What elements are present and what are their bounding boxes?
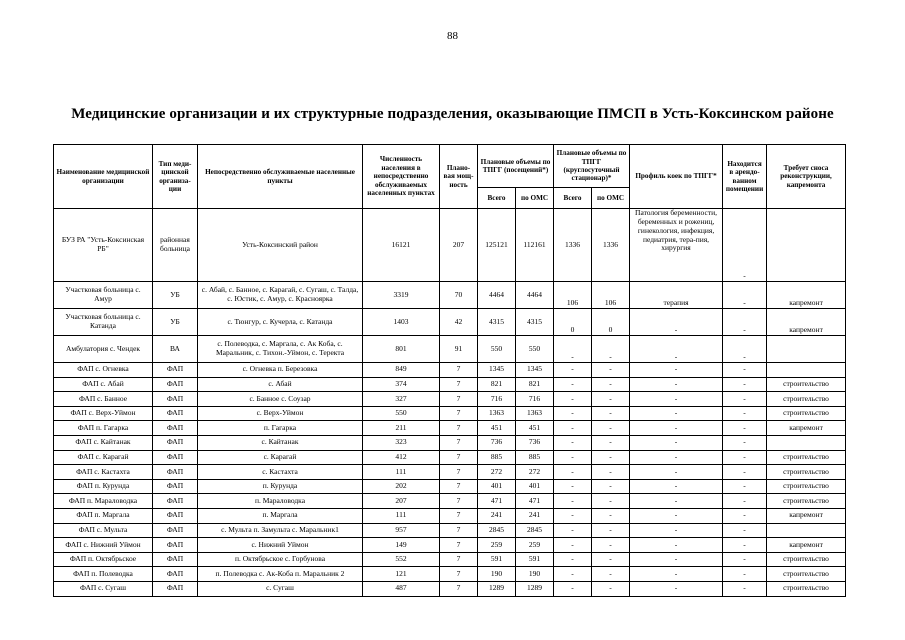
cell-name: ФАП с. Банное <box>54 392 153 407</box>
cell-rented: - <box>723 421 767 436</box>
cell-type: ФАП <box>153 567 198 582</box>
cell-rented: - <box>723 406 767 421</box>
cell-type: ФАП <box>153 538 198 553</box>
cell-repair: капремонт <box>767 538 846 553</box>
cell-visits-oms: 401 <box>516 479 554 494</box>
cell-population: 149 <box>363 538 440 553</box>
cell-capacity: 7 <box>440 392 478 407</box>
table-row <box>54 450 846 465</box>
cell-capacity: 7 <box>440 538 478 553</box>
medical-organizations-table <box>53 144 846 597</box>
cell-visits-oms: 451 <box>516 421 554 436</box>
cell-hosp-oms: - <box>592 508 630 523</box>
cell-name: ФАП п. Курунда <box>54 479 153 494</box>
cell-visits-oms: 1345 <box>516 363 554 378</box>
document-title: Медицинские организации и их структурные подразделения, оказывающие ПМСП в Усть-Коксинском районе <box>71 106 834 122</box>
cell-profile: - <box>630 363 723 378</box>
header-hospital: Плановые объемы по ТПГГ (круглосуточный стационар)* <box>554 145 630 188</box>
cell-hosp-oms: - <box>592 479 630 494</box>
cell-rented: - <box>723 377 767 392</box>
cell-capacity: 7 <box>440 479 478 494</box>
cell-population: 211 <box>363 421 440 436</box>
table-row <box>54 282 846 309</box>
cell-visits-oms: 1289 <box>516 581 554 596</box>
cell-settlements: с. Мульта п. Замульта с. Маральник1 <box>198 523 363 538</box>
cell-settlements: п. Мараловодка <box>198 494 363 509</box>
table-row <box>54 538 846 553</box>
cell-rented: - <box>723 435 767 450</box>
cell-capacity: 7 <box>440 450 478 465</box>
cell-rented: - <box>723 450 767 465</box>
cell-visits-oms: 241 <box>516 508 554 523</box>
cell-settlements: с. Огневка п. Березовка <box>198 363 363 378</box>
cell-name: ФАП с. Кастахта <box>54 465 153 480</box>
cell-population: 323 <box>363 435 440 450</box>
cell-hosp-oms: - <box>592 406 630 421</box>
cell-repair: строительство <box>767 581 846 596</box>
cell-repair: строительство <box>767 377 846 392</box>
cell-hosp-oms: - <box>592 552 630 567</box>
cell-settlements: Усть-Коксинский район <box>198 209 363 282</box>
table-row <box>54 363 846 378</box>
cell-name: ФАП с. Огневка <box>54 363 153 378</box>
cell-capacity: 7 <box>440 552 478 567</box>
cell-visits-total: 1289 <box>478 581 516 596</box>
table-row <box>54 479 846 494</box>
cell-population: 374 <box>363 377 440 392</box>
cell-rented: - <box>723 494 767 509</box>
cell-repair: строительство <box>767 479 846 494</box>
cell-rented: - <box>723 479 767 494</box>
cell-settlements: с. Абай, с. Банное, с. Карагай, с. Сугаш, с. Талда, с. Юстик, с. Амур, с. Красноярка <box>198 282 363 309</box>
cell-capacity: 7 <box>440 523 478 538</box>
cell-hosp-oms: - <box>592 392 630 407</box>
cell-name: Участковая больница с. Амур <box>54 282 153 309</box>
cell-hosp-oms: 1336 <box>592 209 630 282</box>
cell-rented: - <box>723 552 767 567</box>
cell-hosp-total: - <box>554 377 592 392</box>
cell-rented: - <box>723 282 767 309</box>
cell-hosp-oms: - <box>592 377 630 392</box>
cell-hosp-oms: - <box>592 465 630 480</box>
cell-capacity: 70 <box>440 282 478 309</box>
cell-visits-total: 885 <box>478 450 516 465</box>
cell-hosp-oms: 0 <box>592 309 630 336</box>
cell-population: 849 <box>363 363 440 378</box>
header-hospital-total: Всего <box>554 188 592 209</box>
cell-visits-oms: 716 <box>516 392 554 407</box>
cell-hosp-oms: - <box>592 450 630 465</box>
cell-type: УБ <box>153 282 198 309</box>
cell-visits-total: 2845 <box>478 523 516 538</box>
cell-hosp-oms: - <box>592 567 630 582</box>
cell-type: ФАП <box>153 392 198 407</box>
cell-type: районная больница <box>153 209 198 282</box>
cell-profile: - <box>630 336 723 363</box>
cell-population: 121 <box>363 567 440 582</box>
table-row <box>54 465 846 480</box>
cell-hosp-total: - <box>554 450 592 465</box>
cell-type: ФАП <box>153 523 198 538</box>
cell-visits-total: 1363 <box>478 406 516 421</box>
cell-type: ФАП <box>153 435 198 450</box>
cell-visits-oms: 736 <box>516 435 554 450</box>
cell-capacity: 7 <box>440 363 478 378</box>
cell-name: ФАП с. Сугаш <box>54 581 153 596</box>
cell-visits-oms: 885 <box>516 450 554 465</box>
cell-name: ФАП с. Кайтанак <box>54 435 153 450</box>
cell-population: 207 <box>363 494 440 509</box>
cell-visits-oms: 272 <box>516 465 554 480</box>
cell-settlements: п. Курунда <box>198 479 363 494</box>
cell-name: Амбулатория с. Чендек <box>54 336 153 363</box>
cell-rented: - <box>723 465 767 480</box>
header-hospital-oms: по ОМС <box>592 188 630 209</box>
cell-visits-oms: 4315 <box>516 309 554 336</box>
cell-profile: - <box>630 567 723 582</box>
header-settlements: Непосредственно обслуживаемые населенные пункты <box>198 145 363 209</box>
cell-repair: строительство <box>767 450 846 465</box>
cell-rented: - <box>723 392 767 407</box>
cell-repair <box>767 523 846 538</box>
cell-repair: капремонт <box>767 421 846 436</box>
cell-hosp-total: - <box>554 406 592 421</box>
cell-hosp-total: 1336 <box>554 209 592 282</box>
cell-visits-total: 736 <box>478 435 516 450</box>
cell-name: ФАП п. Маргала <box>54 508 153 523</box>
cell-rented: - <box>723 567 767 582</box>
cell-population: 202 <box>363 479 440 494</box>
cell-visits-total: 821 <box>478 377 516 392</box>
header-profile: Профиль коек по ТПГГ* <box>630 145 723 209</box>
cell-profile: - <box>630 581 723 596</box>
cell-profile: - <box>630 465 723 480</box>
cell-population: 3319 <box>363 282 440 309</box>
cell-visits-oms: 591 <box>516 552 554 567</box>
table-body <box>54 209 846 597</box>
cell-rented: - <box>723 363 767 378</box>
cell-type: ФАП <box>153 479 198 494</box>
cell-repair: строительство <box>767 392 846 407</box>
cell-population: 487 <box>363 581 440 596</box>
cell-repair: строительство <box>767 567 846 582</box>
cell-hosp-total: - <box>554 479 592 494</box>
cell-hosp-oms: 106 <box>592 282 630 309</box>
cell-capacity: 7 <box>440 421 478 436</box>
cell-hosp-total: 0 <box>554 309 592 336</box>
cell-settlements: с. Верх-Уймон <box>198 406 363 421</box>
table-row <box>54 406 846 421</box>
header-capacity: Плано-вая мощ-ность <box>440 145 478 209</box>
cell-hosp-total: - <box>554 421 592 436</box>
cell-profile: - <box>630 508 723 523</box>
cell-visits-oms: 821 <box>516 377 554 392</box>
cell-visits-total: 190 <box>478 567 516 582</box>
cell-hosp-total: 106 <box>554 282 592 309</box>
table-row <box>54 494 846 509</box>
table-row <box>54 567 846 582</box>
cell-profile: - <box>630 450 723 465</box>
cell-repair: капремонт <box>767 309 846 336</box>
cell-settlements: с. Абай <box>198 377 363 392</box>
cell-rented: - <box>723 538 767 553</box>
cell-type: ФАП <box>153 508 198 523</box>
cell-name: ФАП с. Верх-Уймон <box>54 406 153 421</box>
header-type: Тип меди-цинской организа-ции <box>153 145 198 209</box>
cell-population: 16121 <box>363 209 440 282</box>
cell-type: ФАП <box>153 421 198 436</box>
cell-capacity: 7 <box>440 567 478 582</box>
cell-visits-total: 451 <box>478 421 516 436</box>
cell-visits-total: 125121 <box>478 209 516 282</box>
cell-population: 957 <box>363 523 440 538</box>
cell-profile: - <box>630 523 723 538</box>
cell-hosp-total: - <box>554 567 592 582</box>
cell-population: 552 <box>363 552 440 567</box>
cell-visits-oms: 259 <box>516 538 554 553</box>
cell-repair: строительство <box>767 406 846 421</box>
cell-profile: - <box>630 479 723 494</box>
cell-type: ФАП <box>153 363 198 378</box>
cell-repair: строительство <box>767 494 846 509</box>
cell-type: ФАП <box>153 406 198 421</box>
cell-visits-oms: 550 <box>516 336 554 363</box>
cell-type: ФАП <box>153 377 198 392</box>
header-visits-total: Всего <box>478 188 516 209</box>
cell-repair <box>767 336 846 363</box>
cell-settlements: п. Октябрьское с. Горбунова <box>198 552 363 567</box>
cell-settlements: с. Банное с. Соузар <box>198 392 363 407</box>
cell-population: 327 <box>363 392 440 407</box>
cell-repair: строительство <box>767 465 846 480</box>
header-population: Численность населения в непосредственно обслуживаемых населенных пунктах <box>363 145 440 209</box>
cell-settlements: с. Кайтанак <box>198 435 363 450</box>
cell-population: 111 <box>363 508 440 523</box>
cell-type: ФАП <box>153 465 198 480</box>
cell-hosp-oms: - <box>592 421 630 436</box>
cell-profile: - <box>630 309 723 336</box>
header-repair: Требует сноса реконструкции, капремонта <box>767 145 846 209</box>
cell-settlements: с. Сугаш <box>198 581 363 596</box>
cell-capacity: 7 <box>440 494 478 509</box>
header-visits-oms: по ОМС <box>516 188 554 209</box>
cell-profile: терапия <box>630 282 723 309</box>
cell-type: УБ <box>153 309 198 336</box>
cell-visits-oms: 190 <box>516 567 554 582</box>
cell-hosp-oms: - <box>592 581 630 596</box>
cell-profile: - <box>630 552 723 567</box>
table-row <box>54 581 846 596</box>
cell-name: ФАП с. Абай <box>54 377 153 392</box>
cell-population: 412 <box>363 450 440 465</box>
cell-visits-oms: 1363 <box>516 406 554 421</box>
cell-visits-oms: 112161 <box>516 209 554 282</box>
header-rented: Находится в арендо-ванном помещении <box>723 145 767 209</box>
cell-settlements: с. Кастахта <box>198 465 363 480</box>
cell-capacity: 7 <box>440 581 478 596</box>
cell-hosp-total: - <box>554 508 592 523</box>
cell-settlements: п. Маргала <box>198 508 363 523</box>
cell-settlements: с. Тюнгур, с. Кучерла, с. Катанда <box>198 309 363 336</box>
cell-settlements: п. Гагарка <box>198 421 363 436</box>
cell-capacity: 7 <box>440 406 478 421</box>
cell-rented: - <box>723 581 767 596</box>
cell-population: 111 <box>363 465 440 480</box>
cell-population: 801 <box>363 336 440 363</box>
cell-capacity: 91 <box>440 336 478 363</box>
cell-capacity: 207 <box>440 209 478 282</box>
cell-visits-oms: 2845 <box>516 523 554 538</box>
cell-repair <box>767 209 846 282</box>
cell-visits-total: 259 <box>478 538 516 553</box>
table-row <box>54 392 846 407</box>
header-name: Наименование медицинской организации <box>54 145 153 209</box>
page-number: 88 <box>447 30 458 42</box>
cell-name: ФАП с. Нижний Уймон <box>54 538 153 553</box>
cell-hosp-total: - <box>554 465 592 480</box>
cell-profile: - <box>630 377 723 392</box>
cell-repair: капремонт <box>767 508 846 523</box>
cell-hosp-oms: - <box>592 336 630 363</box>
header-visits: Плановые объемы по ТПГГ (посещений*) <box>478 145 554 188</box>
cell-hosp-total: - <box>554 363 592 378</box>
cell-population: 1403 <box>363 309 440 336</box>
cell-visits-total: 4315 <box>478 309 516 336</box>
table-row <box>54 336 846 363</box>
cell-visits-total: 1345 <box>478 363 516 378</box>
cell-hosp-total: - <box>554 435 592 450</box>
cell-hosp-total: - <box>554 494 592 509</box>
cell-visits-total: 4464 <box>478 282 516 309</box>
table-row <box>54 552 846 567</box>
cell-visits-total: 550 <box>478 336 516 363</box>
cell-hosp-total: - <box>554 538 592 553</box>
table-row <box>54 209 846 282</box>
table-row <box>54 523 846 538</box>
cell-visits-oms: 4464 <box>516 282 554 309</box>
cell-profile: - <box>630 421 723 436</box>
cell-type: ФАП <box>153 552 198 567</box>
cell-visits-oms: 471 <box>516 494 554 509</box>
cell-hosp-total: - <box>554 523 592 538</box>
cell-visits-total: 272 <box>478 465 516 480</box>
cell-type: ФАП <box>153 494 198 509</box>
cell-hosp-oms: - <box>592 494 630 509</box>
cell-visits-total: 716 <box>478 392 516 407</box>
cell-name: ФАП с. Карагай <box>54 450 153 465</box>
cell-profile: - <box>630 538 723 553</box>
cell-hosp-oms: - <box>592 523 630 538</box>
cell-hosp-oms: - <box>592 538 630 553</box>
cell-name: ФАП п. Мараловодка <box>54 494 153 509</box>
cell-name: ФАП п. Октябрьское <box>54 552 153 567</box>
table-row <box>54 421 846 436</box>
cell-visits-total: 591 <box>478 552 516 567</box>
cell-name: ФАП п. Полеводка <box>54 567 153 582</box>
cell-settlements: с. Нижний Уймон <box>198 538 363 553</box>
cell-name: Участковая больница с. Катанда <box>54 309 153 336</box>
cell-name: БУЗ РА "Усть-Коксинская РБ" <box>54 209 153 282</box>
cell-profile: - <box>630 392 723 407</box>
cell-type: ФАП <box>153 581 198 596</box>
cell-capacity: 7 <box>440 435 478 450</box>
cell-capacity: 7 <box>440 465 478 480</box>
cell-rented: - <box>723 523 767 538</box>
cell-repair <box>767 435 846 450</box>
cell-name: ФАП с. Мульта <box>54 523 153 538</box>
cell-hosp-oms: - <box>592 435 630 450</box>
cell-capacity: 42 <box>440 309 478 336</box>
table-row <box>54 377 846 392</box>
table-header <box>54 145 846 209</box>
cell-repair <box>767 363 846 378</box>
table-row <box>54 508 846 523</box>
table-row <box>54 435 846 450</box>
cell-rented: - <box>723 508 767 523</box>
cell-settlements: п. Полеводка с. Ак-Коба п. Маральник 2 <box>198 567 363 582</box>
cell-visits-total: 471 <box>478 494 516 509</box>
cell-type: ВА <box>153 336 198 363</box>
cell-hosp-oms: - <box>592 363 630 378</box>
cell-hosp-total: - <box>554 336 592 363</box>
cell-visits-total: 401 <box>478 479 516 494</box>
cell-profile: - <box>630 435 723 450</box>
cell-profile: Патология беременности, беременных и рожениц, гинекология, инфекция, педиатрия, тера-пия, хирургия <box>630 209 723 282</box>
cell-repair: строительство <box>767 552 846 567</box>
cell-rented: - <box>723 309 767 336</box>
cell-hosp-total: - <box>554 581 592 596</box>
table-row <box>54 309 846 336</box>
cell-profile: - <box>630 494 723 509</box>
cell-capacity: 7 <box>440 508 478 523</box>
cell-rented: - <box>723 336 767 363</box>
cell-settlements: с. Полеводка, с. Маргала, с. Ак Коба, с. Маральник, с. Тихон.-Уймон, с. Теректа <box>198 336 363 363</box>
cell-hosp-total: - <box>554 552 592 567</box>
cell-type: ФАП <box>153 450 198 465</box>
cell-capacity: 7 <box>440 377 478 392</box>
cell-name: ФАП п. Гагарка <box>54 421 153 436</box>
cell-hosp-total: - <box>554 392 592 407</box>
cell-profile: - <box>630 406 723 421</box>
cell-settlements: с. Карагай <box>198 450 363 465</box>
cell-population: 550 <box>363 406 440 421</box>
cell-rented: - <box>723 209 767 282</box>
cell-repair: капремонт <box>767 282 846 309</box>
cell-visits-total: 241 <box>478 508 516 523</box>
